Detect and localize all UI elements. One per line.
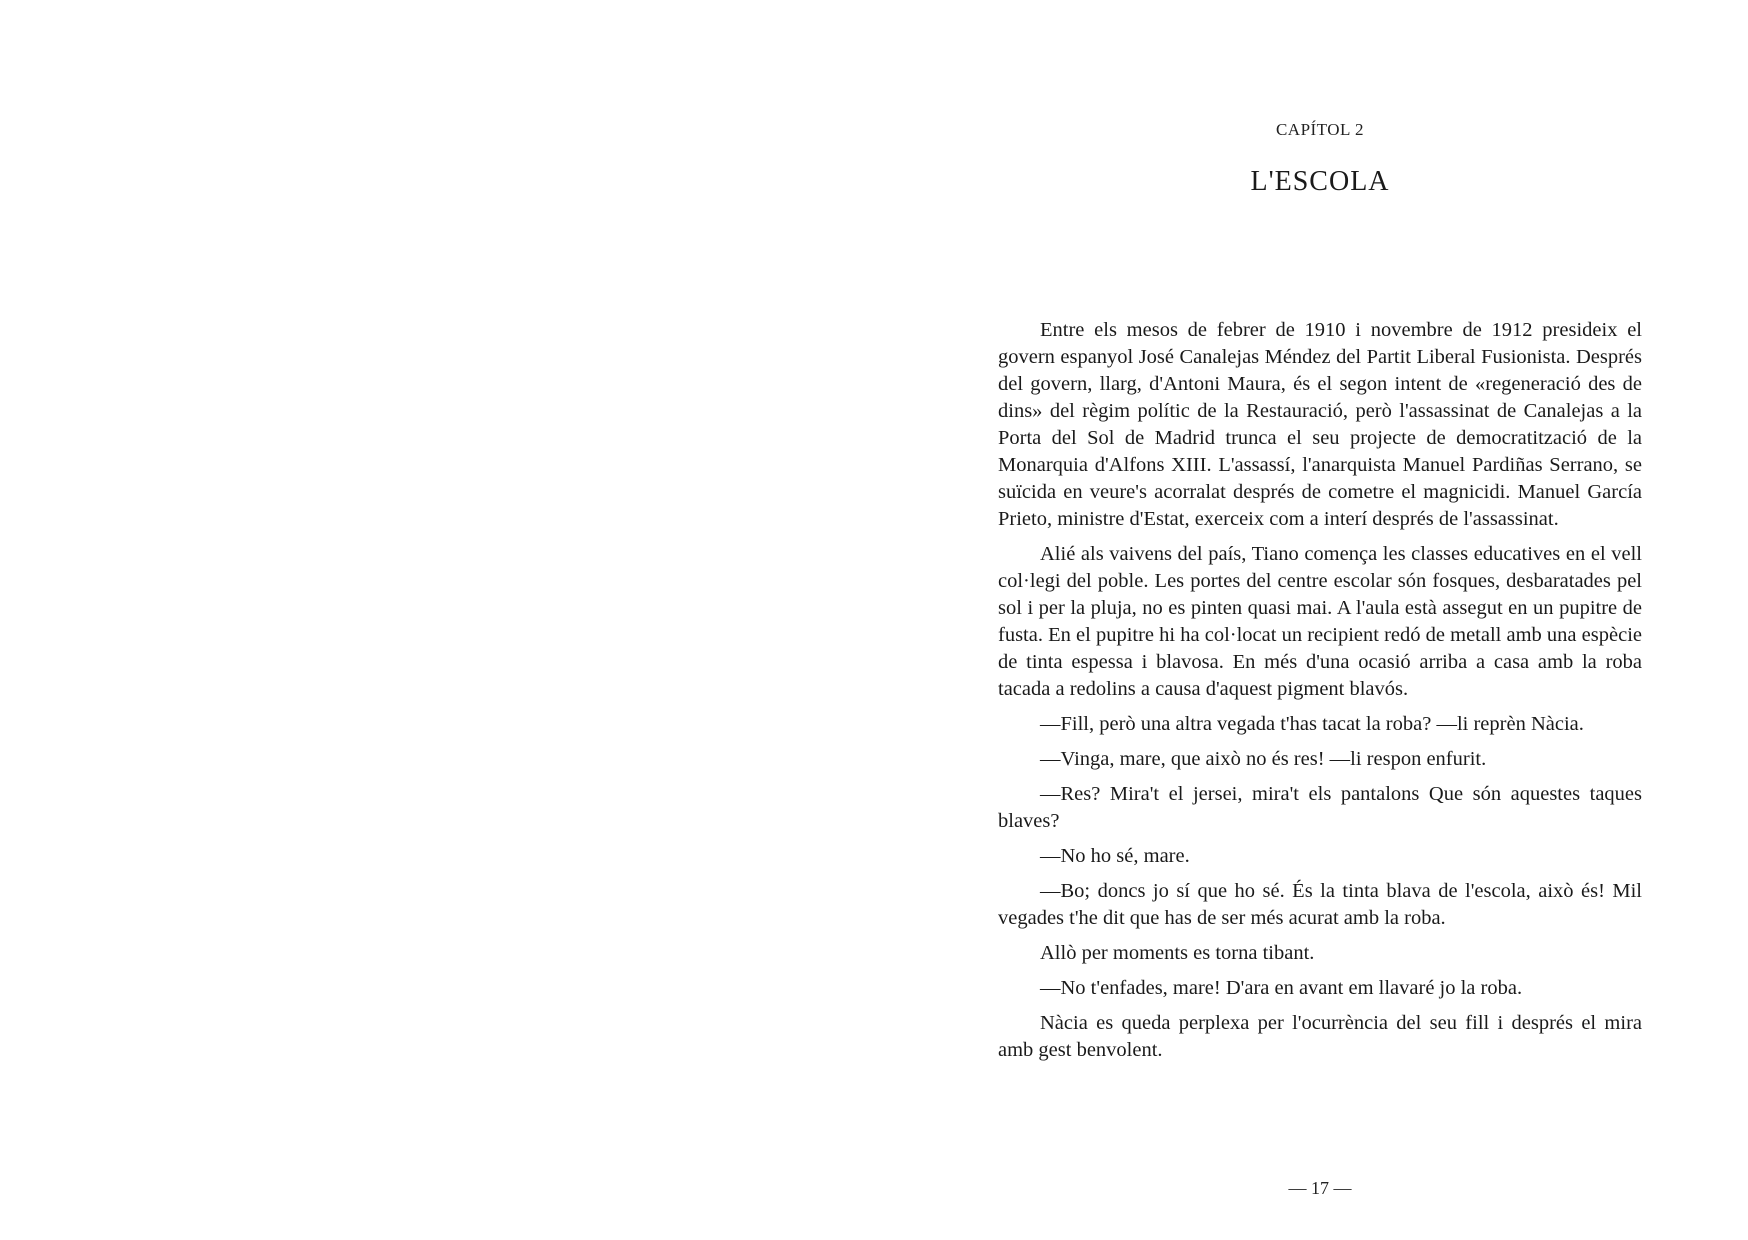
paragraph: Alié als vaivens del país, Tiano comença les classes educatives en el vell col·legi del poble. Les portes del centre escolar són fosques, desbaratades pel sol i per la pluja, no es pinten quasi mai. A l'aula està assegut en un pupitre de fusta. En el pupitre hi ha col·locat un recipient redó de metall amb una espècie de tinta espessa i blavosa. En més d'una ocasió arriba a casa amb la roba tacada a redolins a causa d'aquest pigment blavós.: [998, 543, 1642, 700]
page-number: — 17 —: [1288, 1178, 1352, 1198]
chapter-title: L'ESCOLA: [1250, 166, 1390, 197]
right-page: [874, 0, 1748, 1240]
dialogue-line: —No t'enfades, mare! D'ara en avant em llavaré jo la roba.: [1040, 977, 1523, 999]
dialogue-line: —Vinga, mare, que això no és res! —li respon enfurit.: [1040, 748, 1487, 770]
paragraph: Entre els mesos de febrer de 1910 i novembre de 1912 presideix el govern espanyol José Canalejas Méndez del Partit Liberal Fusionista. Després del govern, llarg, d'Antoni Maura, és el segon intent de «regeneració des de dins» del règim polític de la Restauració, però l'assassinat de Canalejas a la Porta del Sol de Madrid trunca el seu projecte de democratització de la Monarquia d'Alfons XIII. L'assassí, l'anarquista Manuel Pardiñas Serrano, se suïcida en veure's acorralat després de cometre el magnicidi. Manuel García Prieto, ministre d'Estat, exerceix com a interí després de l'assassinat.: [998, 319, 1642, 530]
chapter-label: CAPÍTOL 2: [1275, 120, 1365, 139]
paragraph: Nàcia es queda perplexa per l'ocurrència del seu fill i després el mira amb gest benvolent.: [998, 1012, 1642, 1061]
dialogue-line: —Bo; doncs jo sí que ho sé. És la tinta blava de l'escola, això és! Mil vegades t'he dit que has de ser més acurat amb la roba.: [998, 880, 1642, 929]
chapter-body: [998, 317, 1642, 1072]
dialogue-line: —Fill, però una altra vegada t'has tacat la roba? —li reprèn Nàcia.: [1040, 713, 1584, 735]
dialogue-line: —Res? Mira't el jersei, mira't els pantalons Que són aquestes taques blaves?: [998, 783, 1642, 832]
paragraph: Allò per moments es torna tibant.: [1040, 942, 1315, 964]
dialogue-line: —No ho sé, mare.: [1040, 845, 1190, 867]
